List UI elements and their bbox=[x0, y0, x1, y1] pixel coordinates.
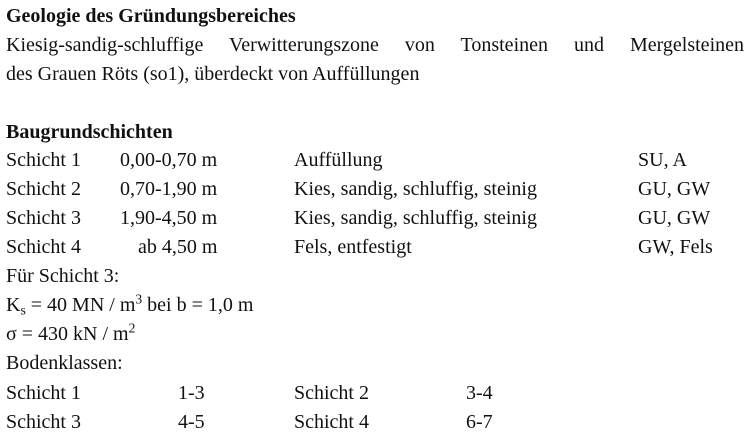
layer-name: Schicht 2 bbox=[6, 178, 81, 200]
baugrund-heading: Baugrundschichten bbox=[6, 121, 173, 143]
ks-suffix: bei b = 1,0 m bbox=[142, 294, 254, 316]
layer-name: Schicht 4 bbox=[6, 236, 81, 258]
bedding-modulus-line bbox=[6, 291, 253, 320]
soil-class-layer: Schicht 1 bbox=[6, 382, 81, 404]
soil-class-value: 4-5 bbox=[178, 411, 205, 433]
schicht3-label: Für Schicht 3: bbox=[6, 265, 120, 287]
layer-depth: 1,90-4,50 m bbox=[120, 207, 218, 229]
layer-row-4 bbox=[0, 233, 750, 262]
layer-class: SU, A bbox=[638, 149, 687, 171]
soil-class-layer: Schicht 3 bbox=[6, 411, 81, 433]
bodenklassen-row-1 bbox=[0, 379, 750, 408]
ks-symbol: K bbox=[6, 294, 21, 316]
ks-value: = 40 MN / m bbox=[25, 294, 136, 316]
geologie-text-line2: des Grauen Röts (so1), überdeckt von Auffüllungen bbox=[6, 63, 420, 85]
layer-description: Kies, sandig, schluffig, steinig bbox=[294, 178, 537, 200]
layer-name: Schicht 3 bbox=[6, 207, 81, 229]
soil-class-value: 6-7 bbox=[466, 411, 493, 433]
layer-description: Auffüllung bbox=[294, 149, 383, 171]
sigma-line bbox=[6, 320, 135, 349]
layer-class: GU, GW bbox=[638, 207, 711, 229]
soil-class-layer: Schicht 2 bbox=[294, 382, 369, 404]
geologie-text-line1: Kiesig-sandig-schluffige Verwitterungszone von Tonsteinen und Mergelsteinen bbox=[6, 34, 744, 56]
layer-class: GU, GW bbox=[638, 178, 711, 200]
sigma-exponent: 2 bbox=[128, 320, 136, 336]
layer-row-1 bbox=[0, 146, 750, 175]
layer-depth: 0,70-1,90 m bbox=[120, 178, 218, 200]
ks-subscript: s bbox=[20, 302, 26, 318]
soil-class-value: 1-3 bbox=[178, 382, 205, 404]
sigma-value: σ = 430 kN / m bbox=[6, 323, 129, 345]
layer-name: Schicht 1 bbox=[6, 149, 81, 171]
soil-class-layer: Schicht 4 bbox=[294, 411, 369, 433]
bodenklassen-row-2 bbox=[0, 408, 750, 437]
bodenklassen-heading: Bodenklassen: bbox=[6, 352, 123, 374]
layer-class: GW, Fels bbox=[638, 236, 713, 258]
geologie-heading: Geologie des Gründungsbereiches bbox=[6, 5, 296, 27]
layer-depth: ab 4,50 m bbox=[138, 236, 218, 258]
ks-exponent: 3 bbox=[135, 291, 143, 307]
soil-class-value: 3-4 bbox=[466, 382, 493, 404]
layer-description: Kies, sandig, schluffig, steinig bbox=[294, 207, 537, 229]
layer-row-3 bbox=[0, 204, 750, 233]
layer-description: Fels, entfestigt bbox=[294, 236, 412, 258]
layer-depth: 0,00-0,70 m bbox=[120, 149, 218, 171]
layer-row-2 bbox=[0, 175, 750, 204]
